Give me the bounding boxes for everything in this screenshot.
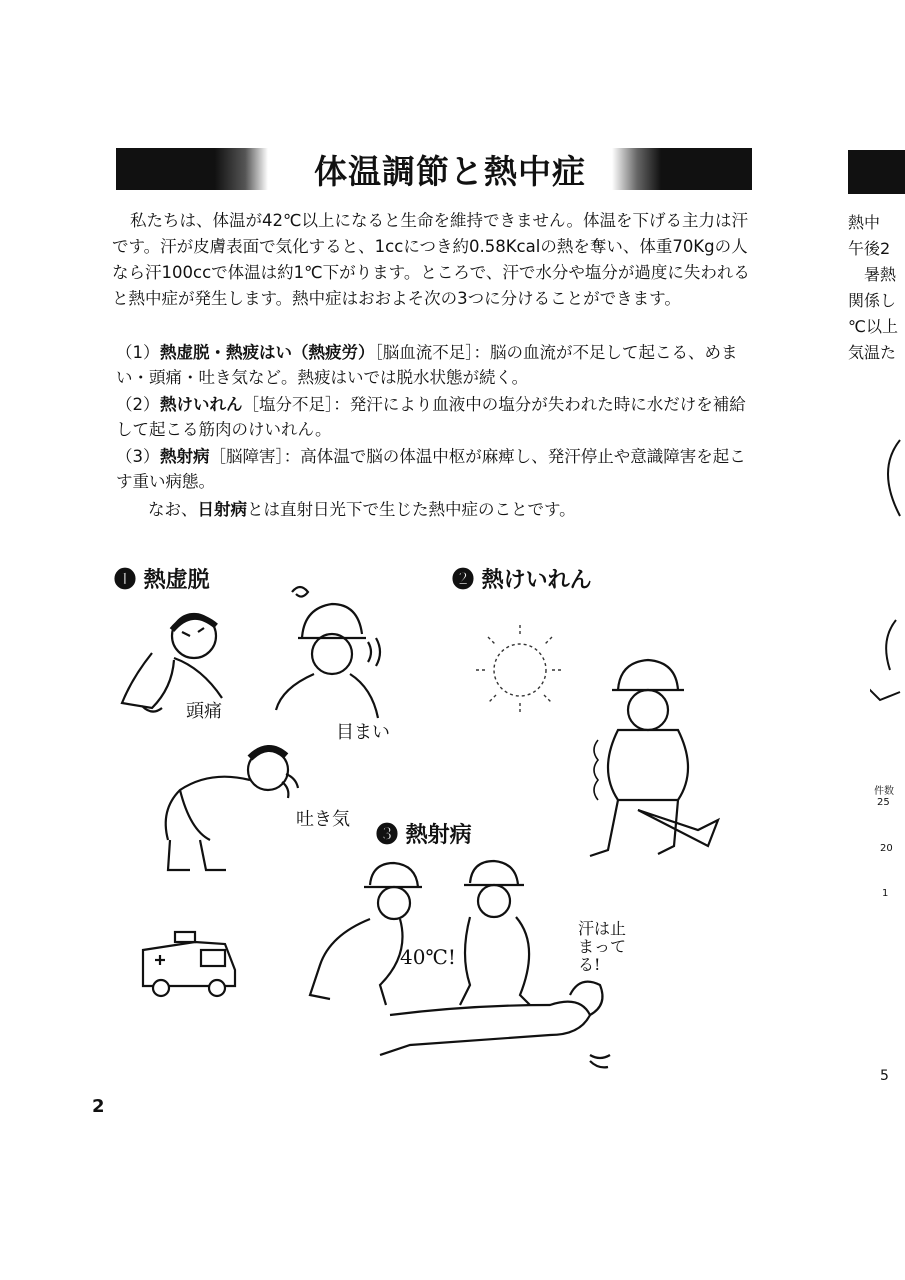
title-banner-left — [116, 148, 268, 190]
note-pre: なお、 — [148, 500, 198, 519]
item-number: （1） — [116, 343, 160, 362]
label-sweat-stopped: 汗は止まってる! — [578, 919, 627, 974]
neighbor-page-line: ℃以上 — [848, 317, 898, 336]
workers-heat-stroke-illustration — [290, 855, 620, 1090]
neighbor-axis-label: 件数 — [874, 786, 894, 797]
neighbor-page-line: 気温た — [848, 343, 897, 362]
intro-paragraph: 私たちは、体温が42℃以上になると生命を維持できません。体温を下げる主力は汗です。汗が皮膚表面で気化すると、1ccにつき約0.58Kcalの熱を奪い、体重70Kgの人なら汗100ccで体温は約1℃下がります。ところで、汗で水分や塩分が過度に失われると熱中症が発生します。熱中症はおおよそ次の3つに分けることができます。 — [112, 211, 750, 308]
neighbor-page-banner — [848, 150, 905, 194]
note-post: とは直射日光下で生じた熱中症のことです。 — [247, 500, 576, 519]
label-headache: 頭痛 — [186, 701, 222, 722]
neighbor-axis-tick: 20 — [880, 843, 893, 854]
worker-dizzy-illustration — [262, 578, 412, 728]
label-nausea: 吐き気 — [296, 809, 350, 830]
item-desc: ［塩分不足］：発汗により血液中の塩分が失われた時に水だけを補給して起こる筋肉のけいれん。 — [116, 395, 746, 439]
item-number: （3） — [116, 447, 160, 466]
note-sunstroke — [148, 496, 576, 520]
list-item — [116, 340, 761, 390]
list-item — [116, 392, 761, 442]
neighbor-page-drawing — [870, 430, 905, 730]
item-term: 熱虚脱・熱疲はい（熱疲労） — [160, 343, 375, 362]
neighbor-axis-tick: 1 — [882, 888, 889, 899]
worker-cramps-illustration — [578, 650, 738, 870]
item-term: 熱射病 — [160, 447, 210, 466]
caption-heat-cramps: ❷ 熱けいれん — [452, 567, 592, 593]
worker-headache-illustration — [112, 598, 252, 728]
item-desc: ［脳障害］：高体温で脳の体温中枢が麻痺し、発汗停止や意識障害を起こす重い病態。 — [116, 447, 746, 491]
worker-nausea-illustration — [150, 730, 310, 880]
caption-heat-exhaustion: ❶ 熱虚脱 — [114, 567, 210, 593]
neighbor-page-line: 暑熱 — [864, 265, 897, 284]
item-term: 熱けいれん — [160, 395, 243, 414]
note-term: 日射病 — [197, 500, 247, 519]
sun-illustration — [470, 615, 570, 725]
neighbor-axis-tick: 25 — [877, 797, 890, 808]
title-banner-right — [612, 148, 752, 190]
neighbor-page-line: 関係し — [848, 291, 897, 310]
ambulance-illustration — [135, 920, 245, 1000]
caption-heat-stroke: ❸ 熱射病 — [376, 822, 472, 848]
neighbor-page-line: 熱中 — [848, 213, 881, 232]
item-desc: ［脳血流不足］：脳の血流が不足して起こる、めまい・頭痛・吐き気など。熱疲はいでは脱水状態が続く。 — [116, 343, 738, 387]
item-number: （2） — [116, 395, 160, 414]
page-title: 体温調節と熱中症 — [314, 152, 586, 191]
page-number: 2 — [92, 1096, 105, 1117]
list-item — [116, 444, 761, 494]
label-temperature: 40℃! — [400, 945, 456, 969]
neighbor-page-line: 午後2 — [848, 239, 891, 258]
neighbor-page-glyph: 5 — [880, 1068, 889, 1084]
label-dizzy: 目まい — [336, 722, 390, 743]
